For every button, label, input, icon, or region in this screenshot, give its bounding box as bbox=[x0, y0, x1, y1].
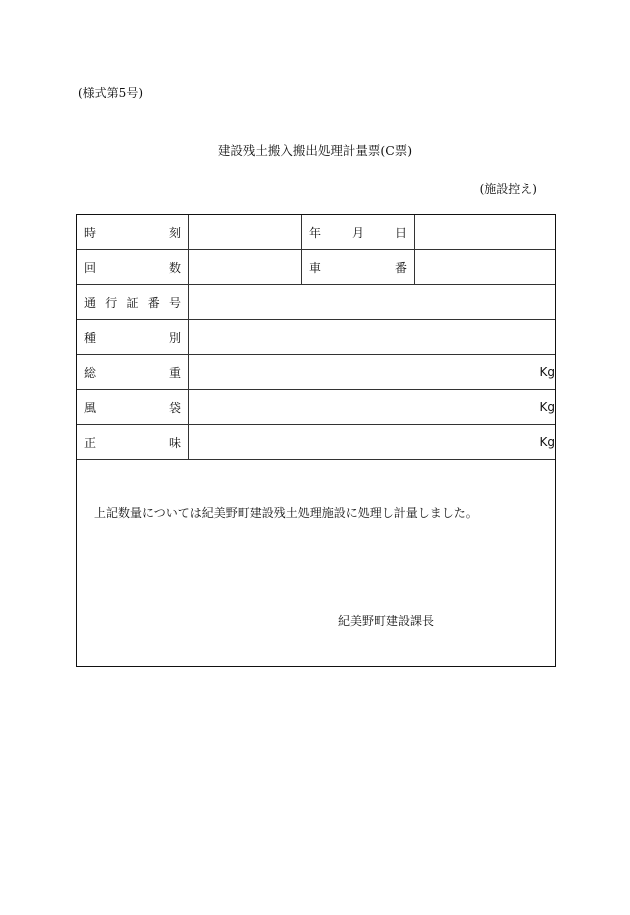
tare-label-char: 風 bbox=[84, 400, 97, 415]
signature-line: 紀美野町建設課長 bbox=[338, 614, 435, 628]
date-label-char: 月 bbox=[351, 225, 364, 240]
net-weight-unit: Kg bbox=[539, 435, 555, 449]
table-row-tare bbox=[77, 390, 555, 425]
certification-statement: 上記数量については紀美野町建設残土処理施設に処理し計量しました。 bbox=[94, 506, 478, 520]
gross-weight-label-char: 重 bbox=[168, 365, 181, 380]
net-weight-label bbox=[77, 425, 189, 460]
vehicle-number-label-char: 車 bbox=[309, 260, 322, 275]
time-value-cell[interactable] bbox=[189, 215, 302, 250]
type-label bbox=[77, 320, 189, 355]
type-label-char: 別 bbox=[168, 330, 181, 345]
count-value-cell[interactable] bbox=[189, 250, 302, 285]
permit-number-label-char: 号 bbox=[168, 295, 181, 310]
vehicle-number-label-char: 番 bbox=[394, 260, 407, 275]
time-label-char: 刻 bbox=[168, 225, 181, 240]
time-label bbox=[77, 215, 189, 250]
net-weight-label-char: 味 bbox=[168, 435, 181, 450]
gross-weight-label bbox=[77, 355, 189, 390]
table-row-type bbox=[77, 320, 555, 355]
gross-weight-label-char: 総 bbox=[84, 365, 97, 380]
permit-number-label-char: 証 bbox=[126, 295, 139, 310]
table-row-count bbox=[77, 250, 555, 285]
measurement-table bbox=[77, 215, 555, 460]
permit-number-label-char: 番 bbox=[147, 295, 160, 310]
tare-label bbox=[77, 390, 189, 425]
date-label bbox=[302, 215, 415, 250]
count-label bbox=[77, 250, 189, 285]
tare-label-char: 袋 bbox=[168, 400, 181, 415]
table-row-gross-weight bbox=[77, 355, 555, 390]
measurement-form bbox=[76, 214, 556, 667]
net-weight-label-char: 正 bbox=[84, 435, 97, 450]
type-label-char: 種 bbox=[84, 330, 97, 345]
date-label-char: 年 bbox=[309, 225, 322, 240]
tare-value-cell[interactable] bbox=[189, 390, 556, 425]
date-value-cell[interactable] bbox=[415, 215, 556, 250]
gross-weight-value-cell[interactable] bbox=[189, 355, 556, 390]
permit-number-label-char: 行 bbox=[105, 295, 118, 310]
table-row-net-weight bbox=[77, 425, 555, 460]
tare-unit: Kg bbox=[539, 400, 555, 414]
count-label-char: 数 bbox=[168, 260, 181, 275]
vehicle-number-value-cell[interactable] bbox=[415, 250, 556, 285]
table-row-time bbox=[77, 215, 555, 250]
vehicle-number-label bbox=[302, 250, 415, 285]
gross-weight-unit: Kg bbox=[539, 365, 555, 379]
net-weight-value-cell[interactable] bbox=[189, 425, 556, 460]
count-label-char: 回 bbox=[84, 260, 97, 275]
table-row-permit-number bbox=[77, 285, 555, 320]
permit-number-label bbox=[77, 285, 189, 320]
copy-label: (施設控え) bbox=[479, 182, 537, 196]
form-number: (様式第5号) bbox=[78, 86, 143, 100]
permit-number-label-char: 通 bbox=[84, 295, 97, 310]
permit-number-value-cell[interactable] bbox=[189, 285, 556, 320]
document-title: 建設残土搬入搬出処理計量票(C票) bbox=[217, 143, 413, 158]
date-label-char: 日 bbox=[394, 225, 407, 240]
type-value-cell[interactable] bbox=[189, 320, 556, 355]
time-label-char: 時 bbox=[84, 225, 97, 240]
